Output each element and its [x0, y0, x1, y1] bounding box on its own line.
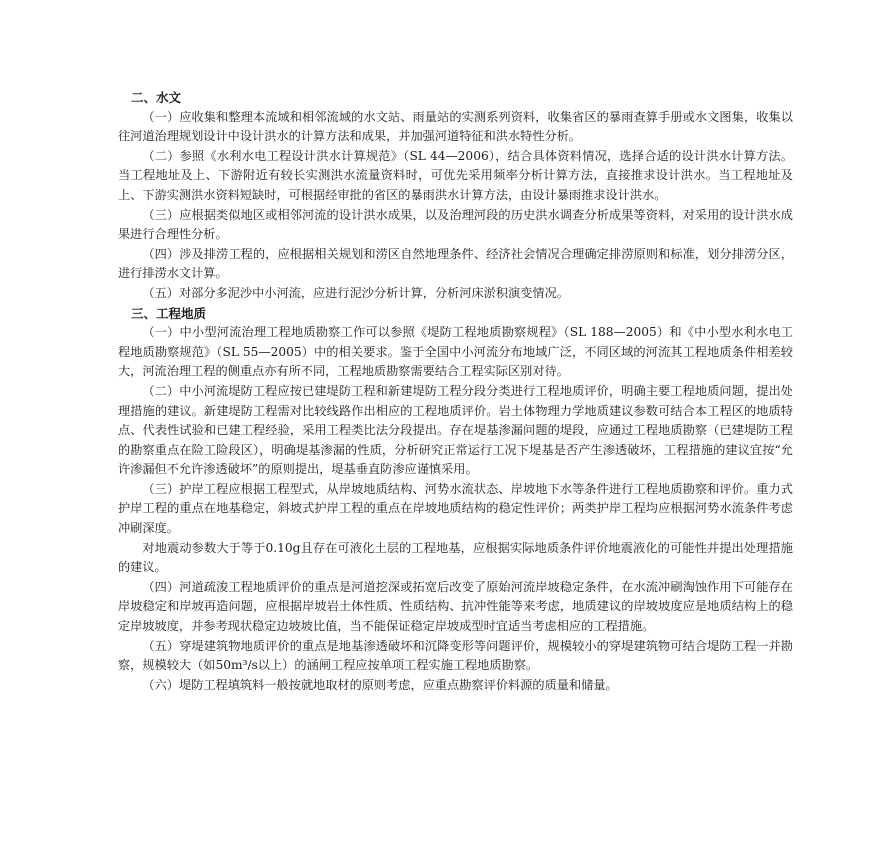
paragraph: （一）应收集和整理本流域和相邻流域的水文站、雨量站的实测系列资料，收集省区的暴雨查算手册或水文图集，收集以往河道治理规划设计中设计洪水的计算方法和成果，并加强河道特征和洪水特性分析。: [118, 109, 793, 144]
paragraph: （一）中小型河流治理工程地质勘察工作可以参照《堤防工程地质勘察规程》（SL 188—2005）和《中小型水利水电工程地质勘察规范》（SL 55—2005）中的相关要求。鉴于全国中小河流分布地域广泛，不同区域的河流其工程地质条件相差较大，河流治理工程的侧重点亦有所不同，工程地质勘察需要结合工程实际区别对待。: [118, 325, 793, 379]
paragraph: （四）涉及排涝工程的，应根据相关规划和涝区自然地理条件、经济社会情况合理确定排涝原则和标准，划分排涝分区，进行排涝水文计算。: [118, 246, 793, 281]
paragraph: （六）堤防工程填筑料一般按就地取材的原则考虑，应重点勘察评价料源的质量和储量。: [142, 677, 618, 692]
paragraph: （二）参照《水利水电工程设计洪水计算规范》（SL 44—2006），结合具体资料情况，选择合适的设计洪水计算方法。当工程地址及上、下游附近有较长实测洪水流量资料时，可优先采用频率分析计算方法，直接推求设计洪水。当工程地址及上、下游实测洪水资料短缺时，可根据经审批的省区的暴雨洪水计算方法，由设计暴雨推求设计洪水。: [118, 148, 793, 202]
paragraph: （三）护岸工程应根据工程型式，从岸坡地质结构、河势水流状态、岸坡地下水等条件进行工程地质勘察和评价。重力式护岸工程的重点在地基稳定，斜坡式护岸工程的重点在岸坡地质结构的稳定性评价；两类护岸工程均应根据河势水流条件考虑冲刷深度。: [118, 481, 793, 536]
section-heading-engineering-geology: 三、工程地质: [131, 305, 207, 321]
paragraph: （二）中小河流堤防工程应按已建堤防工程和新建堤防工程分段分类进行工程地质评价，明确主要工程地质问题，提出处理措施的建议。新建堤防工程需对比较线路作出相应的工程地质评价。岩土体物理力学地质建议参数可结合本工程区的地质特点、代表性试验和已建工程经验，采用工程类比法分段提出。存在堤基渗漏问题的堤段，应通过工程地质勘察（已建堤防工程的勘察重点在险工险段区），明确堤基渗漏的性质，分析研究正常运行工况下堤基是否产生渗透破坏，工程措施的建议宜按“允许渗漏但不允许渗透破坏”的原则提出，堤基垂直防渗应谨慎采用。: [118, 383, 793, 477]
paragraph: 对地震动参数大于等于0.10g且存在可液化土层的工程地基，应根据实际地质条件评价地震液化的可能性并提出处理措施的建议。: [118, 540, 793, 575]
paragraph: （四）河道疏浚工程地质评价的重点是河道挖深或拓宽后改变了原始河流岸坡稳定条件，在水流冲刷淘蚀作用下可能存在岸坡稳定和岸坡再造问题，应根据岸坡岩土体性质、性质结构、抗冲性能等来考虑，地质建议的岸坡坡度应是地质结构上的稳定岸坡坡度，并参考现状稳定边坡坡比值，当不能保证稳定岸坡成型时宜适当考虑相应的工程措施。: [118, 579, 793, 634]
document-body: [118, 88, 793, 695]
section-heading-hydrology: 二、水文: [131, 90, 182, 105]
paragraph: （三）应根据类似地区或相邻河流的设计洪水成果，以及治理河段的历史洪水调查分析成果等资料，对采用的设计洪水成果进行合理性分析。: [118, 207, 793, 242]
paragraph: （五）穿堤建筑物地质评价的重点是地基渗透破坏和沉降变形等问题评价，规模较小的穿堤建筑物可结合堤防工程一并勘察，规模较大（如50m³/s以上）的涵闸工程应按单项工程实施工程地质勘察。: [118, 638, 793, 673]
paragraph: （五）对部分多泥沙中小河流，应进行泥沙分析计算，分析河床淤积演变情况。: [142, 285, 569, 300]
